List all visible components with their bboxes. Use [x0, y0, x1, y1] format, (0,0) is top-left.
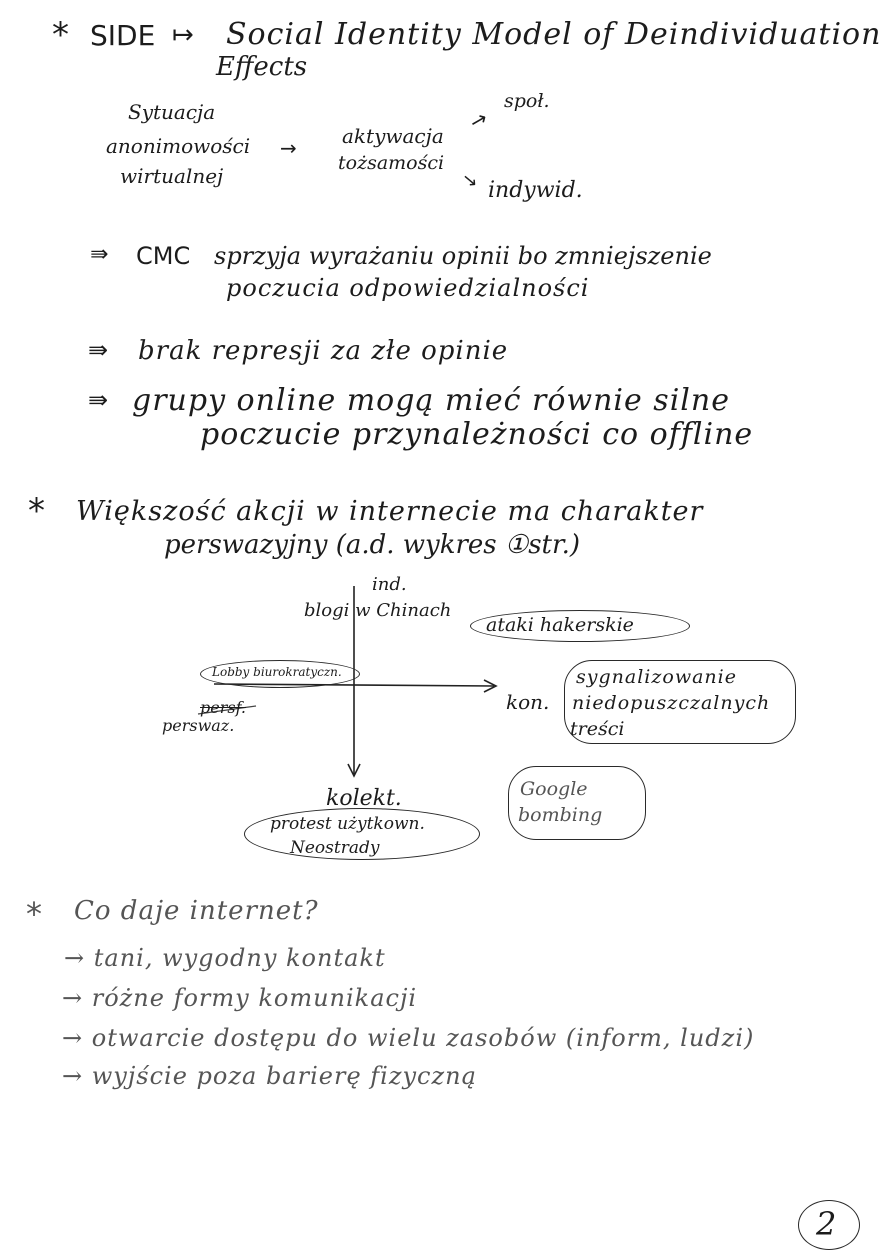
side-cause-line2: anonimowości	[106, 134, 251, 158]
axis-top-label: ind.	[372, 574, 407, 595]
point-3-line1: grupy online mogą mieć równie silne	[132, 383, 730, 418]
internet-title: Co daje internet?	[74, 896, 319, 926]
axis-left-crossed-label: persf.	[200, 698, 247, 717]
side-mid-arrow: →	[280, 136, 297, 160]
quadrant-right-line3: treści	[570, 718, 625, 740]
point-2-arrow-icon: ⇛	[88, 336, 109, 364]
side-up-arrow-icon: →	[465, 105, 492, 135]
quadrant-bottom-line2: Neostrady	[290, 838, 380, 858]
side-expansion-line2: Effects	[216, 52, 308, 82]
side-cause-line3: wirtualnej	[120, 164, 224, 188]
side-effect-line2: tożsamości	[338, 152, 445, 174]
side-acronym: SIDE	[90, 19, 156, 52]
quadrant-left: Lobby biurokratyczn.	[212, 665, 342, 679]
page-number: 2	[816, 1205, 837, 1243]
point-3-line2: poczucie przynależności co offline	[200, 417, 754, 452]
quadrant-bottom-right-line1: Google	[520, 778, 588, 800]
side-arrow: ↦	[172, 20, 194, 50]
internet-item-3: → otwarcie dostępu do wielu zasobów (inform, ludzi)	[62, 1024, 755, 1052]
side-expansion-line1: Social Identity Model of Deindividuation	[226, 17, 882, 52]
persuasion-line1: Większość akcji w internecie ma charakter	[76, 496, 704, 527]
internet-item-4: → wyjście poza barierę fizyczną	[62, 1062, 477, 1090]
point-1-cmc: CMC	[136, 242, 191, 270]
quadrant-top-left: blogi w Chinach	[304, 600, 452, 621]
persuasion-line2: perswazyjny (a.d. wykres ①str.)	[164, 530, 580, 560]
quadrant-right-line2: niedopuszczalnych	[572, 692, 771, 714]
quadrant-top-right: ataki hakerskie	[486, 614, 634, 636]
quadrant-bottom-right-line2: bombing	[518, 804, 603, 826]
axis-bottom-label: kolekt.	[326, 786, 402, 811]
side-effect-line1: aktywacja	[342, 124, 444, 148]
side-cause-line1: Sytuacja	[128, 100, 216, 124]
point-1-line2: poczucia odpowiedzialności	[226, 274, 590, 302]
internet-item-2: → różne formy komunikacji	[62, 984, 418, 1012]
internet-item-1: → tani, wygodny kontakt	[64, 944, 386, 972]
point-1-line1-visible: sprzyja wyrażaniu opinii bo zmniejszenie	[214, 242, 712, 270]
internet-bullet: *	[26, 895, 42, 933]
side-branch-up: społ.	[504, 90, 550, 112]
side-down-arrow-icon: →	[457, 167, 483, 194]
quadrant-bottom-line1: protest użytkown.	[270, 814, 425, 834]
point-3-arrow-icon: ⇛	[88, 386, 109, 414]
point-1-arrow-icon: ⇛	[90, 242, 109, 267]
axis-right-label: kon.	[506, 690, 550, 714]
side-bullet: *	[52, 15, 69, 55]
quadrant-right-line1: sygnalizowanie	[576, 666, 737, 688]
point-2-line1: brak represji za złe opinie	[138, 336, 509, 366]
axis-left-label: perswaz.	[162, 716, 235, 735]
side-branch-down: indywid.	[488, 178, 583, 203]
persuasion-bullet: *	[28, 491, 45, 531]
